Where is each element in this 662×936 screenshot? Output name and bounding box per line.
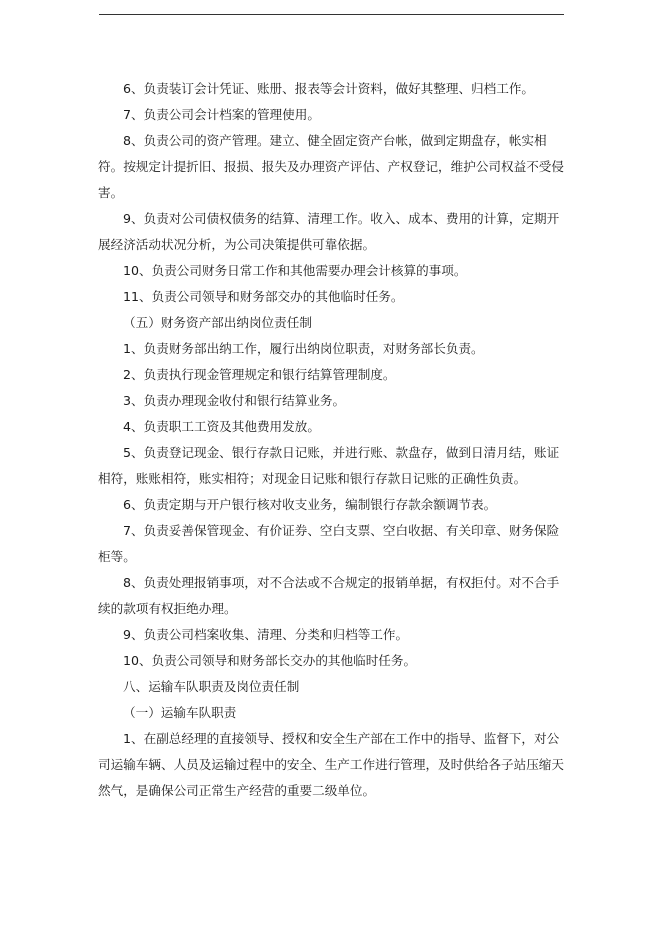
- document-body: [98, 76, 566, 804]
- paragraph: 4、负责职工工资及其他费用发放。: [123, 419, 320, 434]
- paragraph: 7、负责公司会计档案的管理使用。: [123, 107, 320, 122]
- section-heading: 八、运输车队职责及岗位责任制: [123, 679, 300, 694]
- paragraph: 7、负责妥善保管现金、有价证券、空白支票、空白收据、有关印章、财务保险柜等。: [98, 523, 560, 564]
- paragraph: 8、负责公司的资产管理。建立、健全固定资产台帐，做到定期盘存，帐实相符。按规定计提折旧、报损、报失及办理资产评估、产权登记，维护公司权益不受侵害。: [98, 133, 564, 200]
- paragraph: 2、负责执行现金管理规定和银行结算管理制度。: [123, 367, 396, 382]
- paragraph: 9、负责公司档案收集、清理、分类和归档等工作。: [123, 627, 409, 642]
- paragraph: 11、负责公司领导和财务部交办的其他临时任务。: [123, 289, 404, 304]
- paragraph: 6、负责装订会计凭证、账册、报表等会计资料，做好其整理、归档工作。: [123, 81, 535, 96]
- paragraph: 6、负责定期与开户银行核对收支业务，编制银行存款余额调节表。: [123, 497, 497, 512]
- paragraph: 1、负责财务部出纳工作，履行出纳岗位职责，对财务部长负责。: [123, 341, 484, 356]
- paragraph: 9、负责对公司债权债务的结算、清理工作。收入、成本、费用的计算，定期开展经济活动状况分析，为公司决策提供可靠依据。: [98, 211, 560, 252]
- paragraph: 1、在副总经理的直接领导、授权和安全生产部在工作中的指导、监督下，对公司运输车辆、人员及运输过程中的安全、生产工作进行管理，及时供给各子站压缩天然气，是确保公司正常生产经营的重要二级单位。: [98, 731, 564, 798]
- paragraph: 3、负责办理现金收付和银行结算业务。: [123, 393, 346, 408]
- paragraph: 5、负责登记现金、银行存款日记账，并进行账、款盘存，做到日清月结，账证相符，账账相符，账实相符；对现金日记账和银行存款日记账的正确性负责。: [98, 445, 560, 486]
- subsection-heading: （一）运输车队职责: [123, 705, 237, 720]
- paragraph: 10、负责公司财务日常工作和其他需要办理会计核算的事项。: [123, 263, 467, 278]
- paragraph: 8、负责处理报销事项，对不合法或不合规定的报销单据，有权拒付。对不合手续的款项有权拒绝办理。: [98, 575, 560, 616]
- paragraph: 10、负责公司领导和财务部长交办的其他临时任务。: [123, 653, 417, 668]
- header-rule: [99, 14, 564, 15]
- subsection-heading: （五）财务资产部出纳岗位责任制: [123, 315, 312, 330]
